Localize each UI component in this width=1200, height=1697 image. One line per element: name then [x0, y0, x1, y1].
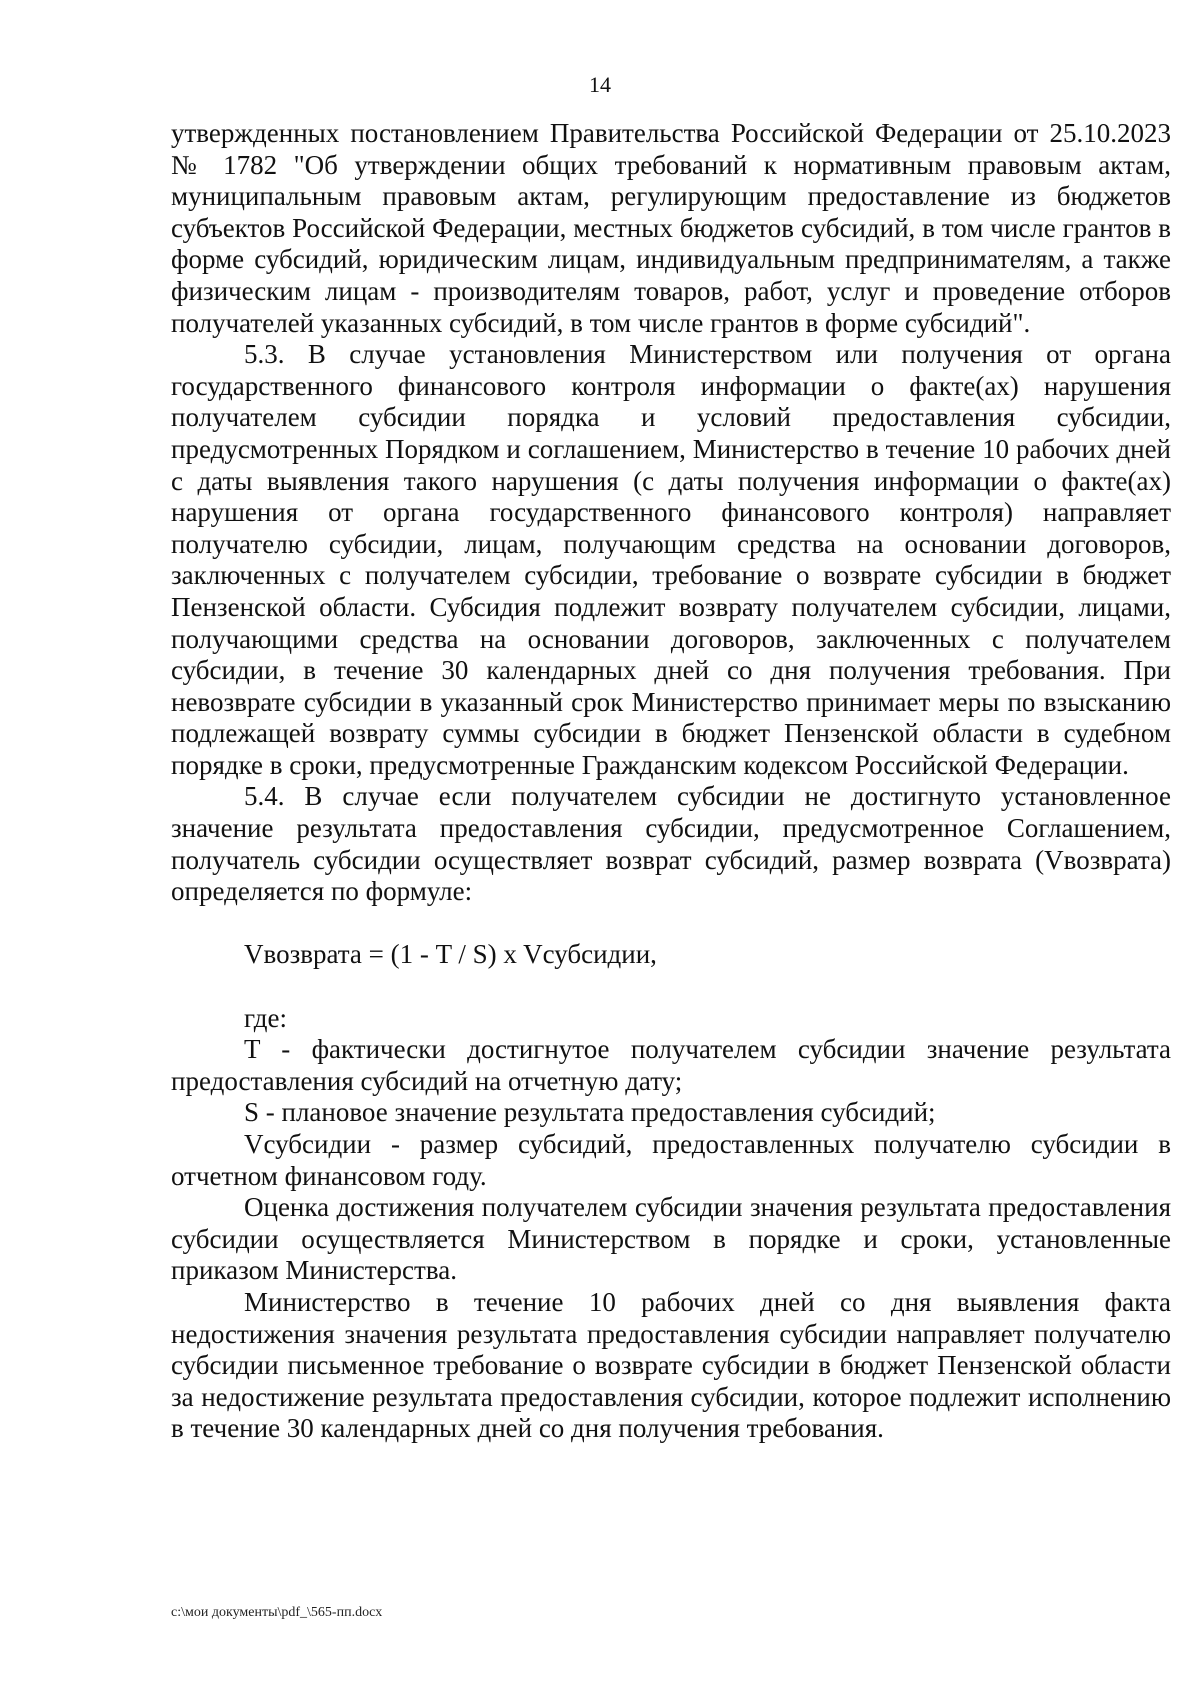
paragraph-5-3: 5.3. В случае установления Министерством или получения от органа государственного финансового контроля информации о факте(ах) нарушения получателем субсидии порядка и условий предоставления субсидии, предусмотренных Порядком и соглашением, Министерство в течение 10 рабочих дней с даты выявления такого нарушения (с даты получения информации о факте(ах) нарушения от органа государственного финансового контроля) направляет получателю субсидии, лицам, получающим средства на основании договоров, заключенных с получателем субсидии, требование о возврате субсидии в бюджет Пензенской области. Субсидия подлежит возврату получателем субсидии, лицами, получающими средства на основании договоров, заключенных с получателем субсидии, в течение 30 календарных дней со дня получения требования. При невозврате субсидии в указанный срок Министерство принимает меры по взысканию подлежащей возврату суммы субсидии в бюджет Пензенской области в судебном порядке в сроки, предусмотренные Гражданским кодексом Российской Федерации.: [171, 339, 1171, 780]
document-body: [171, 118, 1171, 1445]
page-number: 14: [589, 72, 611, 97]
paragraph-assessment: Оценка достижения получателем субсидии значения результата предоставления субсидии осуществляется Министерством в порядке и сроки, установленные приказом Министерства.: [171, 1192, 1171, 1286]
paragraph-5-4: 5.4. В случае если получателем субсидии не достигнуто установленное значение результата предоставления субсидии, предусмотренное Соглашением, получатель субсидии осуществляет возврат субсидий, размер возврата (Vвозврата) определяется по формуле:: [171, 781, 1171, 907]
footer-file-path: c:\мои документы\pdf_\565-пп.docx: [171, 1605, 383, 1620]
paragraph-continuation: утвержденных постановлением Правительства Российской Федерации от 25.10.2023 № 1782 "Об утверждении общих требований к нормативным правовым актам, муниципальным правовым актам, регулирующим предоставление из бюджетов субъектов Российской Федерации, местных бюджетов субсидий, в том числе грантов в форме субсидий, юридическим лицам, индивидуальным предпринимателям, а также физическим лицам - производителям товаров, работ, услуг и проведение отборов получателей указанных субсидий, в том числе грантов в форме субсидий".: [171, 118, 1171, 338]
formula: Vвозврата = (1 - T / S) x Vсубсидии,: [244, 939, 657, 970]
formula-where-label: где:: [244, 1002, 287, 1033]
definition-s: S - плановое значение результата предоставления субсидий;: [244, 1097, 936, 1128]
definition-t: T - фактически достигнутое получателем субсидии значение результата предоставления субсидий на отчетную дату;: [171, 1034, 1171, 1096]
paragraph-return-demand: Министерство в течение 10 рабочих дней со дня выявления факта недостижения значения результата предоставления субсидии направляет получателю субсидии письменное требование о возврате субсидии в бюджет Пензенской области за недостижение результата предоставления субсидии, которое подлежит исполнению в течение 30 календарных дней со дня получения требования.: [171, 1286, 1171, 1444]
definition-v-subsidy: Vсубсидии - размер субсидий, предоставленных получателю субсидии в отчетном финансовом году.: [171, 1129, 1171, 1191]
